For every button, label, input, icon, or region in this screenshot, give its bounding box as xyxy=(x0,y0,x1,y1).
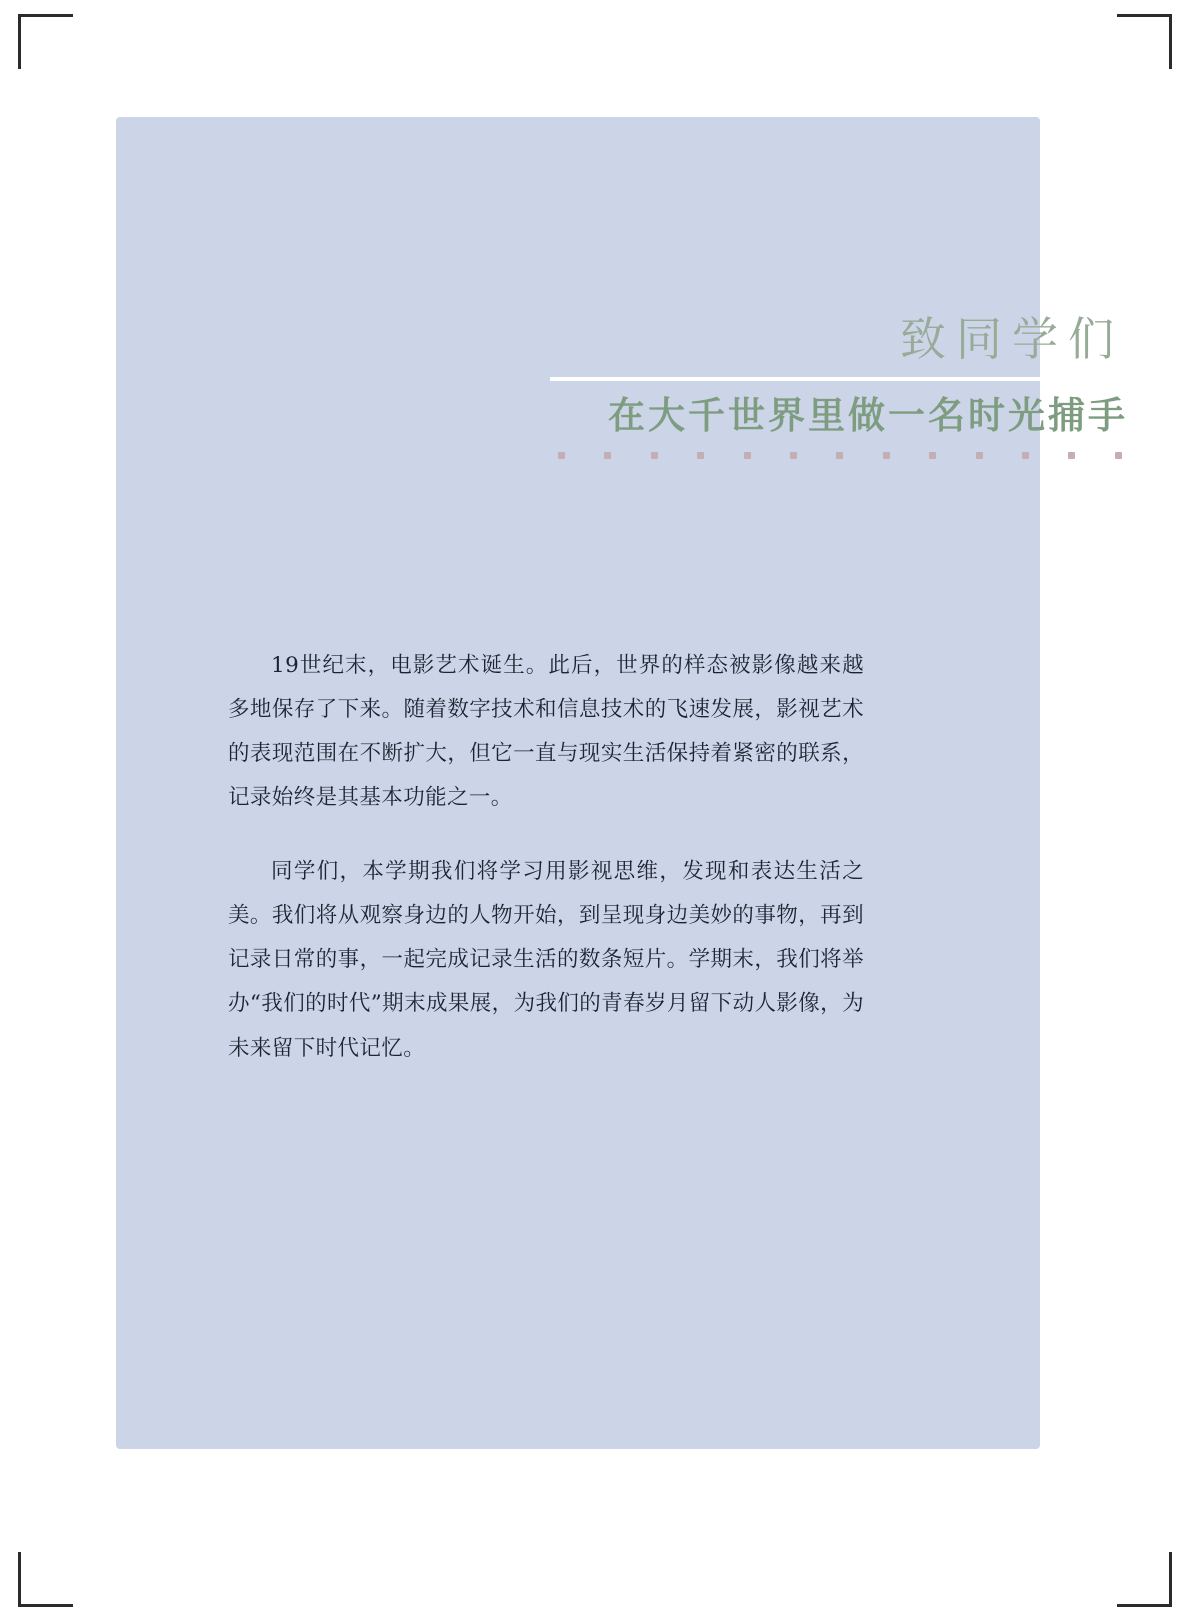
dot-icon xyxy=(651,452,658,459)
title-divider xyxy=(550,377,1128,381)
page-subtitle: 在大千世界里做一名时光捕手 xyxy=(608,394,1128,438)
paragraph: 19世纪末，电影艺术诞生。此后，世界的样态被影像越来越多地保存了下来。随着数字技术和信息技术的飞速发展，影视艺术的表现范围在不断扩大，但它一直与现实生活保持着紧密的联系，记录始终是其基本功能之一。 xyxy=(228,653,864,811)
dot-icon xyxy=(744,452,751,459)
dot-icon xyxy=(790,452,797,459)
crop-mark-top-left-icon xyxy=(18,14,73,69)
crop-mark-bottom-right-icon xyxy=(1117,1552,1172,1607)
dot-icon xyxy=(929,452,936,459)
body-text xyxy=(228,644,864,1071)
crop-mark-top-right-icon xyxy=(1117,14,1172,69)
dot-icon xyxy=(558,452,565,459)
title-block xyxy=(550,312,1128,459)
page-title: 致同学们 xyxy=(900,312,1124,366)
paragraph: 同学们，本学期我们将学习用影视思维，发现和表达生活之美。我们将从观察身边的人物开始，到呈现身边美妙的事物，再到记录日常的事，一起完成记录生活的数条短片。学期末，我们将举办“我们的时代”期末成果展，为我们的青春岁月留下动人影像，为未来留下时代记忆。 xyxy=(228,859,864,1061)
dot-icon xyxy=(883,452,890,459)
dot-icon xyxy=(1115,452,1122,459)
dot-icon xyxy=(604,452,611,459)
crop-mark-bottom-left-icon xyxy=(18,1552,73,1607)
dot-icon xyxy=(976,452,983,459)
dot-icon xyxy=(836,452,843,459)
dot-decoration xyxy=(550,452,1128,459)
dot-icon xyxy=(697,452,704,459)
dot-icon xyxy=(1022,452,1029,459)
dot-icon xyxy=(1068,452,1075,459)
